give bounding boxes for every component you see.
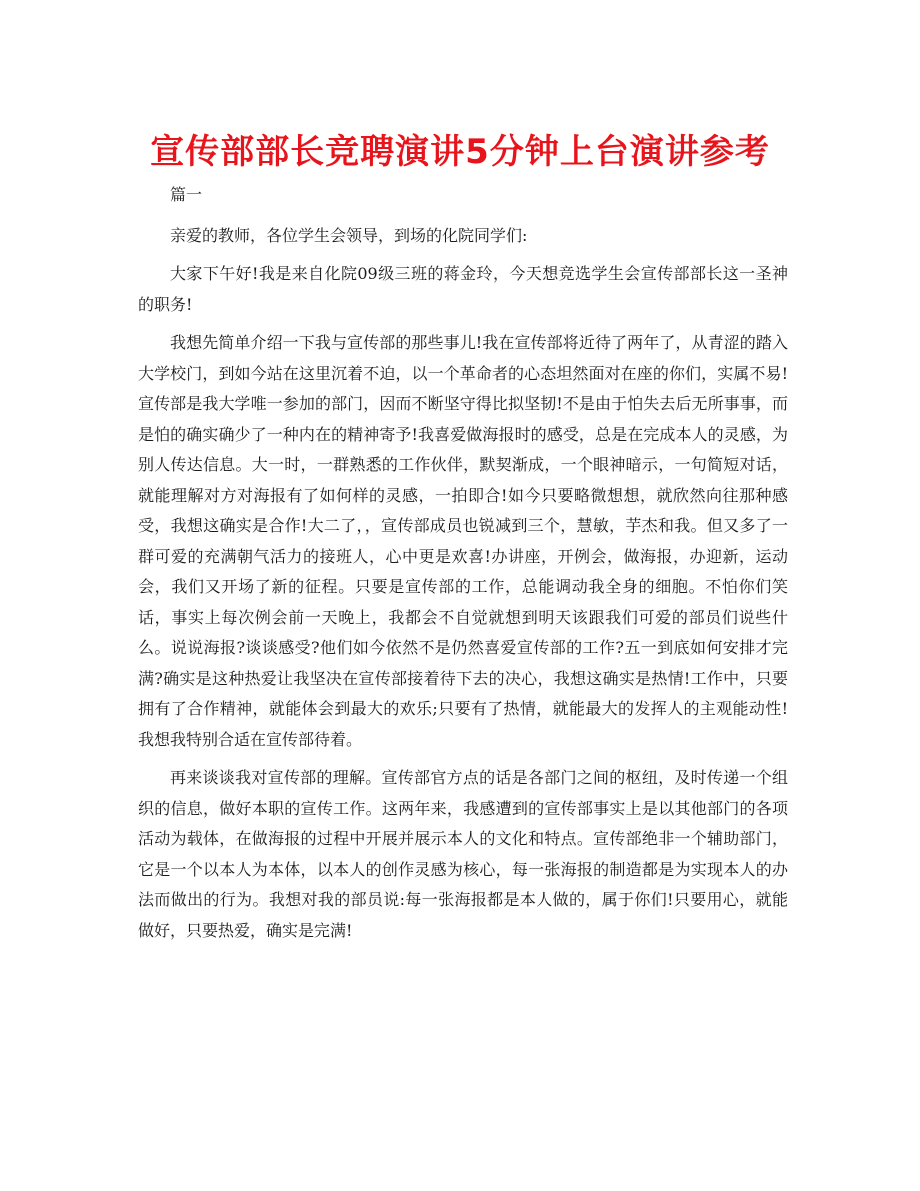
paragraph-understanding: 再来谈谈我对宣传部的理解。宣传部官方点的话是各部门之间的枢纽，及时传递一个组织的信息，做好本职的宣传工作。这两年来，我感遭到的宣传部事实上是以其他部门的各项活动为载体，在做海报的过程中开展并展示本人的文化和特点。宣传部绝非一个辅助部门，它是一个以本人为本体，以本人的创作灵感为核心，每一张海报的制造都是为实现本人的办法而做出的行为。我想对我的部员说:每一张海报都是本人做的，属于你们!只要用心，就能做好，只要热爱，确实是完满! [138,768,788,940]
document-title: 宣传部部长竞聘演讲5分钟上台演讲参考 [150,132,770,172]
paragraph-greeting: 亲爱的教师，各位学生会领导，到场的化院同学们: [170,225,528,245]
paragraph-introduction: 大家下午好!我是来自化院09级三班的蒋金玲，今天想竞选学生会宣传部部长这一圣神的职务! [138,264,788,314]
section-label: 篇一 [170,185,203,204]
paragraph-experience: 我想先简单介绍一下我与宣传部的那些事儿!我在宣传部将近待了两年了，从青涩的踏入大学校门，到如今站在这里沉着不迫，以一个革命者的心态坦然面对在座的你们，实属不易!宣传部是我大学唯一参加的部门，因而不断坚守得比拟坚韧!不是由于怕失去后无所事事，而是怕的确实确少了一种内在的精神寄予!我喜爱做海报时的感受，总是在完成本人的灵感，为别人传达信息。大一时，一群熟悉的工作伙伴，默契渐成，一个眼神暗示，一句简短对话，就能理解对方对海报有了如何样的灵感，一拍即合!如今只要略微想想，就欣然向往那种感受，我想这确实是合作!大二了，，宣传部成员也锐减到三个，慧敏，芋杰和我。但又多了一群可爱的充满朝气活力的接班人，心中更是欢喜!办讲座，开例会，做海报，办迎新，运动会，我们又开场了新的征程。只要是宣传部的工作，总能调动我全身的细胞。不怕你们笑话，事实上每次例会前一天晚上，我都会不自觉就想到明天该跟我们可爱的部员们说些什么。说说海报?谈谈感受?他们如今依然不是仍然喜爱宣传部的工作?五一到底如何安排才完满?确实是这种热爱让我坚决在宣传部接着待下去的决心，我想这确实是热情!工作中，只要拥有了合作精神，就能体会到最大的欢乐;只要有了热情，就能最大的发挥人的主观能动性!我想我特别合适在宣传部待着。 [138,333,788,749]
document-body [138,180,788,954]
